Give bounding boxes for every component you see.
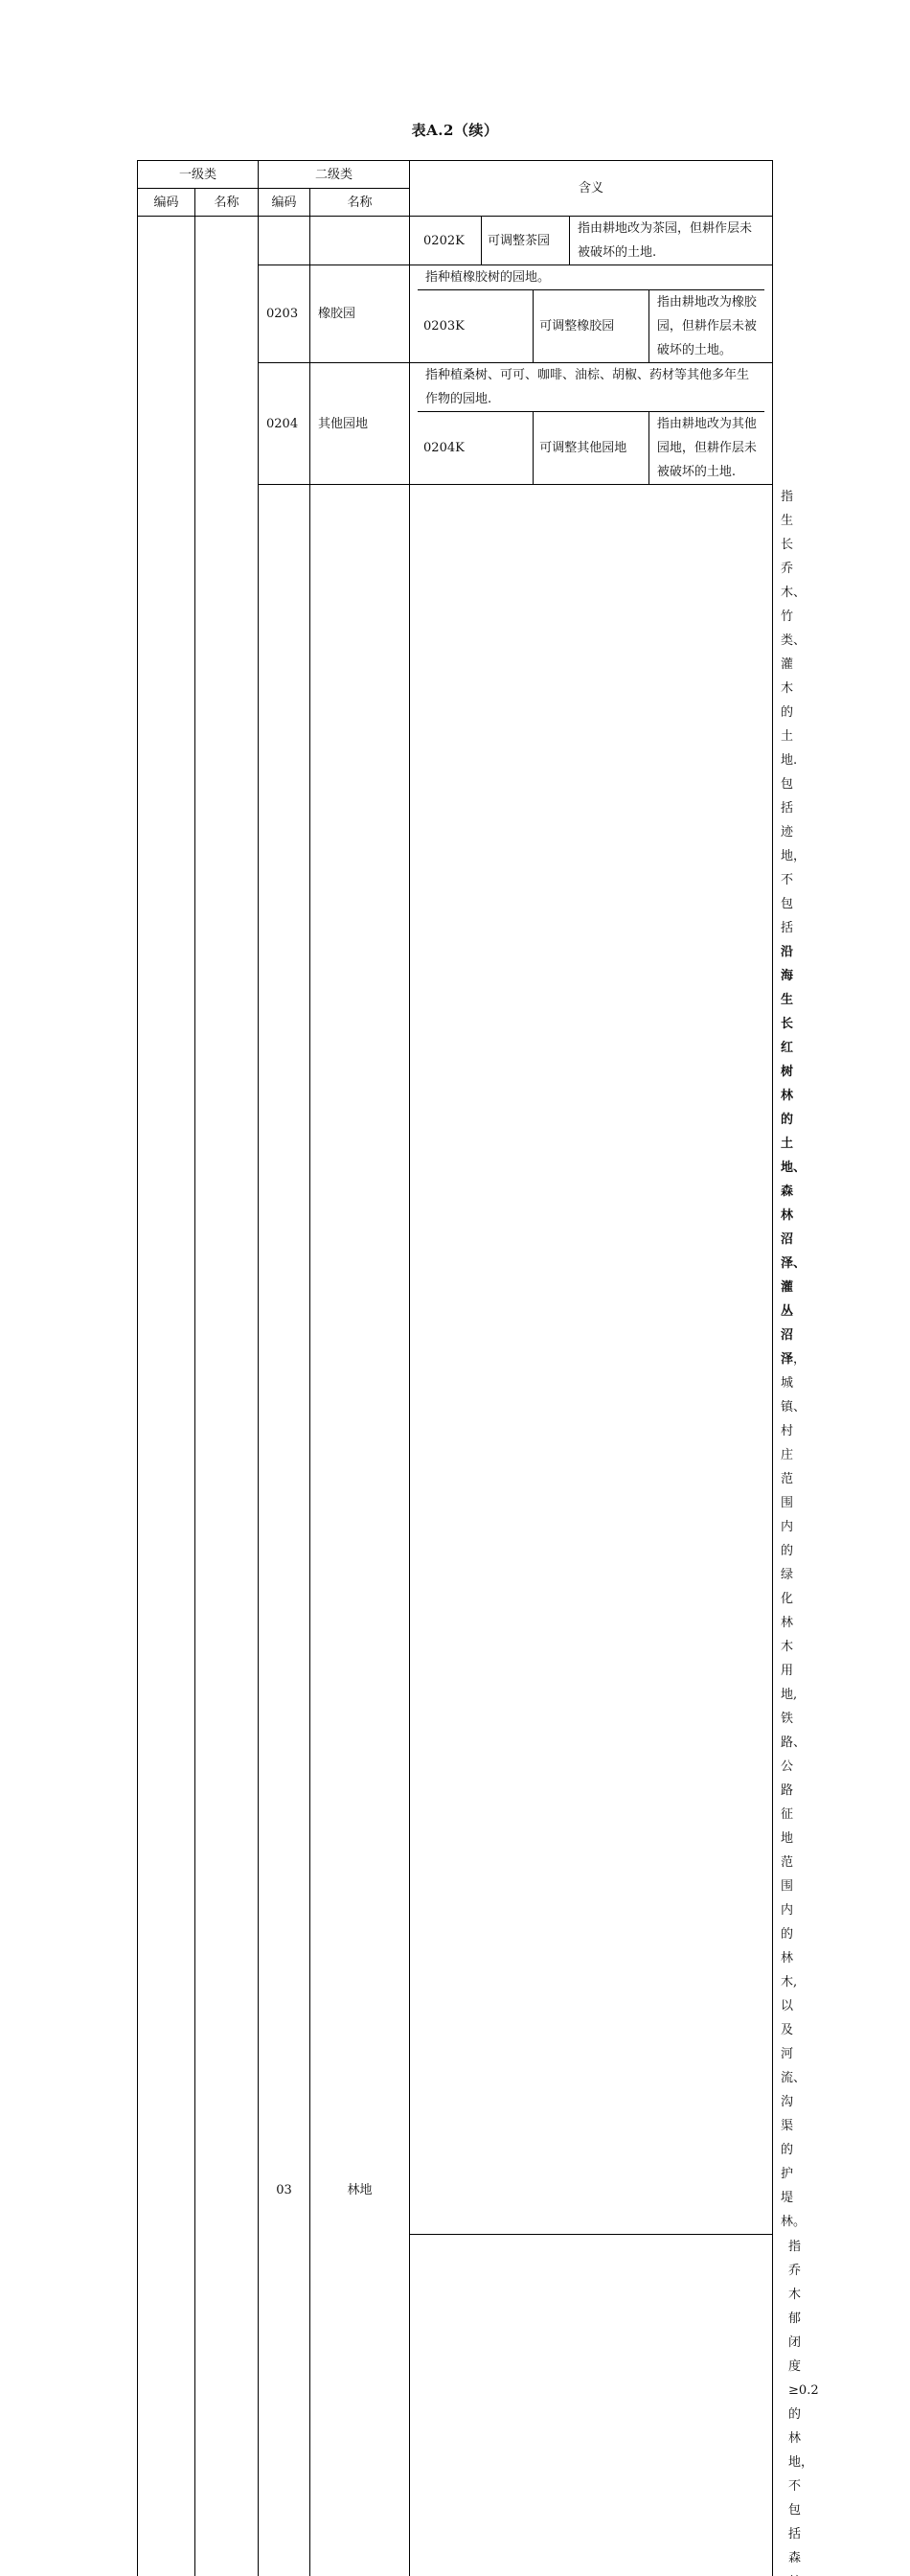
sub-name: 可调整其他园地 <box>534 412 649 485</box>
sub-code: 0204K <box>418 412 534 485</box>
header-code: 编码 <box>138 189 195 217</box>
land-classification-table: 一级类 二级类 含义 编码 名称 编码 名称 0202K 可调整茶园 指由耕地改为茶园，但耕作层未被破坏的土地. 0203 橡胶园 指种植橡胶树的园地。 0203K 可调整橡胶园 指由耕地改为橡胶园，但耕作层未被破坏的土地。 0204 其他园地 指种植桑树、可可、咖啡、油棕、胡椒、药材等其他多年生作物的园地. 0204K 可调整其他园地 指由耕地改为其他园地，但耕作层未被破坏的土地. 03 林地 指生长乔木、竹类、灌木的土地.包括迹地，不包括沿海生长红树林的土地、森林沼泽、灌丛沼泽，城镇、村庄范围内的绿化林木用地,铁路、公路征地范围内的林木,以及河流、沟渠的护堤林。 指乔木郁闭度≥0.2的林地，不包括森 <box>137 160 773 2576</box>
level2-code: 0203 <box>259 265 310 363</box>
header-level1: 一级类 <box>138 161 259 189</box>
header-name: 名称 <box>310 189 410 217</box>
meaning-cell <box>410 363 773 485</box>
level1-name: 林地 <box>310 485 410 2576</box>
meaning-text: 指种植橡胶树的园地。 <box>418 265 764 290</box>
meaning-cell <box>410 217 773 265</box>
header-level2: 二级类 <box>259 161 410 189</box>
table-title: 表A.2（续） <box>0 120 910 140</box>
level2-code: 0204 <box>259 363 310 485</box>
level2-name-empty <box>310 217 410 265</box>
level2-code <box>410 2235 773 2576</box>
header-meaning: 含义 <box>410 161 773 217</box>
level2-name: 橡胶园 <box>310 265 410 363</box>
level2-code-empty <box>410 485 773 2235</box>
meaning-cell <box>410 265 773 363</box>
sub-name: 可调整橡胶园 <box>534 290 649 363</box>
sub-meaning: 指由耕地改为其他园地，但耕作层未被破坏的土地. <box>648 412 764 485</box>
level2-name: 其他园地 <box>310 363 410 485</box>
level1-name-empty <box>195 217 259 2576</box>
sub-meaning: 指由耕地改为茶园，但耕作层未被破坏的土地. <box>570 217 765 264</box>
sub-code: 0202K <box>418 217 482 264</box>
meaning-text: 指种植桑树、可可、咖啡、油棕、胡椒、药材等其他多年生作物的园地. <box>418 363 764 412</box>
header-name: 名称 <box>195 189 259 217</box>
level2-code-empty <box>259 217 310 265</box>
sub-code: 0203K <box>418 290 534 363</box>
meaning-text-bold: 沿海生长红树林的土地、森林沼泽、灌丛沼泽 <box>781 945 806 1367</box>
meaning-text-part: ，城镇、村庄范围内的绿化林木用地,铁路、公路征地范围内的林木,以及河流、沟渠的护堤林。 <box>781 1352 806 2229</box>
header-code: 编码 <box>259 189 310 217</box>
sub-name: 可调整茶园 <box>482 217 570 264</box>
level1-code: 03 <box>259 485 310 2576</box>
sub-meaning: 指由耕地改为橡胶园，但耕作层未被破坏的土地。 <box>648 290 764 363</box>
level1-code-empty <box>138 217 195 2576</box>
meaning-text-part: 指生长乔木、竹类、灌木的土地.包括迹地，不包括 <box>781 490 806 935</box>
